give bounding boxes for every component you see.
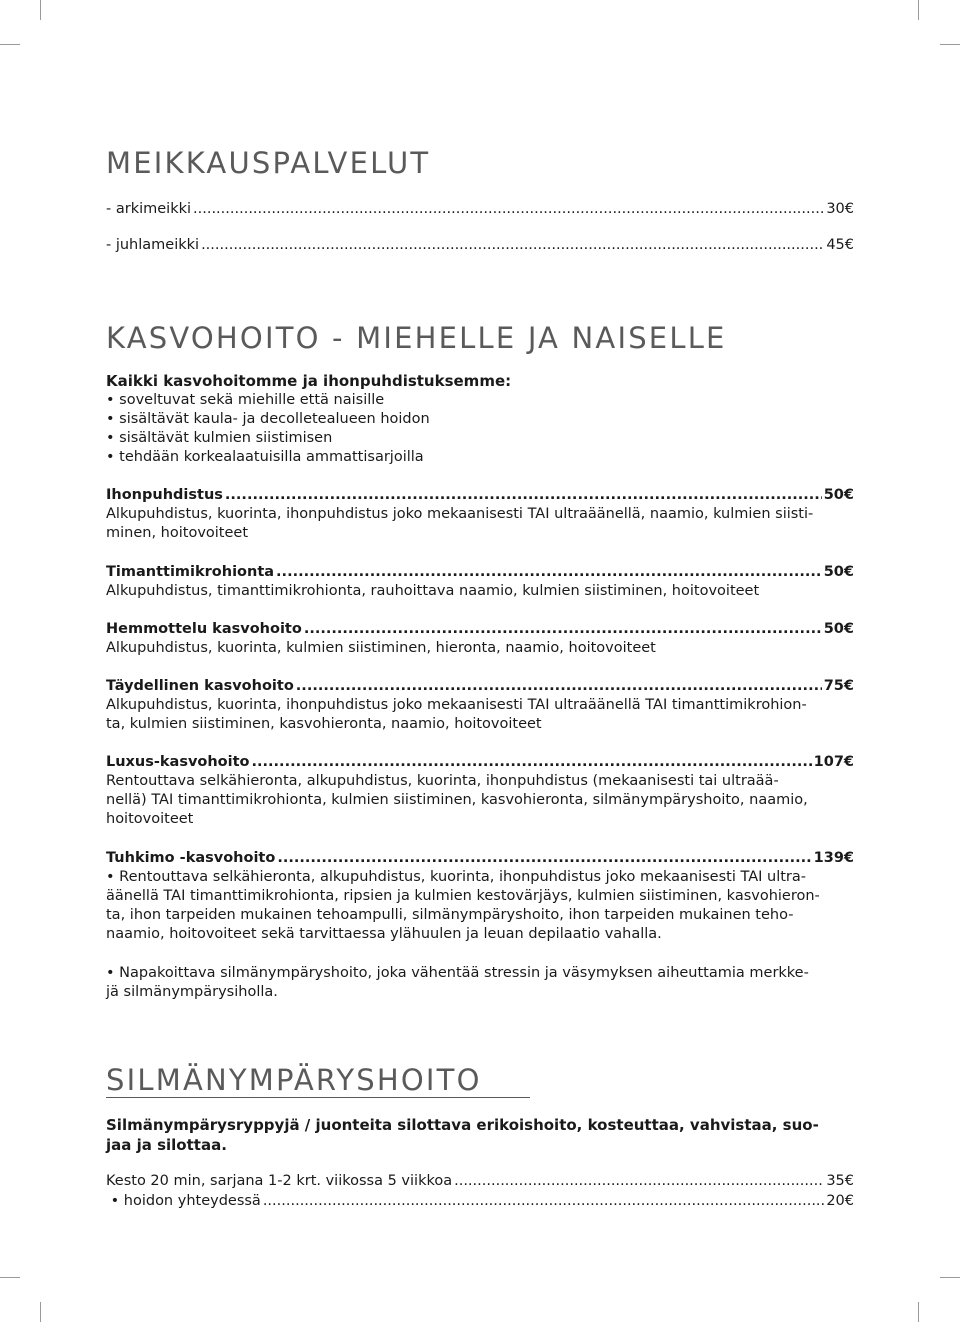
treatment-price: 139€ — [813, 850, 854, 866]
treatment-skin-cleansing — [106, 486, 854, 505]
description-line: Alkupuhdistus, kuorinta, kulmien siistiminen, hieronta, naamio, hoitovoiteet — [106, 640, 656, 656]
treatment-name: Ihonpuhdistus — [106, 487, 223, 503]
treatment-description — [106, 868, 854, 944]
crop-mark-bottom-right-v — [918, 1302, 919, 1322]
treatment-price: 50€ — [823, 487, 854, 503]
crop-mark-bottom-right-h — [940, 1277, 960, 1278]
description-line: • Napakoittava silmänympäryshoito, joka vähentää stressin ja väsymyksen aiheuttamia merkke- — [106, 965, 809, 981]
list-item: • soveltuvat sekä miehille että naisille — [106, 392, 385, 408]
facial-intro: Kaikki kasvohoitomme ja ihonpuhdistuksemme: — [106, 372, 512, 390]
item-label: Kesto 20 min, sarjana 1-2 krt. viikossa 5 viikkoa — [106, 1173, 453, 1189]
treatment-luxury-facial — [106, 753, 854, 772]
eye-treatment-series — [106, 1172, 854, 1191]
treatment-pampering-facial — [106, 620, 854, 639]
item-price: 45€ — [826, 237, 854, 253]
description-line: ta, ihon tarpeiden mukainen tehoampulli, silmänympäryshoito, ihon tarpeiden mukainen teho- — [106, 907, 794, 923]
list-item: • sisältävät kaula- ja decolletealueen hoidon — [106, 411, 430, 427]
crop-mark-bottom-left-h — [0, 1277, 20, 1278]
treatment-price: 50€ — [823, 621, 854, 637]
list-item: • tehdään korkealaatuisilla ammattisarjoilla — [106, 449, 424, 465]
description-line: äänellä TAI timanttimikrohionta, ripsien ja kulmien kestovärjäys, kulmien siistiminen, kasvohieron- — [106, 888, 820, 904]
treatment-description — [106, 582, 854, 601]
crop-mark-top-left-v — [40, 0, 41, 20]
treatment-price: 50€ — [823, 564, 854, 580]
item-label: - arkimeikki — [106, 201, 192, 217]
treatment-description — [106, 772, 854, 829]
description-line: jaa ja silottaa. — [106, 1136, 227, 1154]
leader-dots — [304, 620, 822, 639]
makeup-heading: MEIKKAUSPALVELUT — [106, 146, 431, 180]
treatment-name: Hemmottelu kasvohoito — [106, 621, 302, 637]
treatment-diamond-microdermabrasion — [106, 563, 854, 582]
leader-dots — [277, 849, 811, 868]
description-line: ta, kulmien siistiminen, kasvohieronta, naamio, hoitovoiteet — [106, 716, 542, 732]
treatment-name: Luxus-kasvohoito — [106, 754, 250, 770]
treatment-price: 107€ — [813, 754, 854, 770]
item-label: - juhlameikki — [106, 237, 200, 253]
description-line: naamio, hoitovoiteet sekä tarvittaessa ylähuulen ja leuan depilaatio vahalla. — [106, 926, 662, 942]
eye-treatment-description — [106, 1115, 854, 1155]
treatment-description — [106, 696, 854, 734]
description-line: Rentouttava selkähieronta, alkupuhdistus, kuorinta, ihonpuhdistus (mekaanisesti tai ultraää- — [106, 773, 779, 789]
treatment-cinderella-facial — [106, 849, 854, 868]
leader-dots — [201, 236, 824, 255]
eye-firming-note — [106, 964, 854, 1002]
treatment-name: Timanttimikrohionta — [106, 564, 275, 580]
treatment-complete-facial — [106, 677, 854, 696]
description-line: jä silmänympärysiholla. — [106, 984, 278, 1000]
description-line: Silmänympärysryppyjä / juonteita silottava erikoishoito, kosteuttaa, vahvistaa, suo- — [106, 1116, 819, 1134]
makeup-item-party — [106, 236, 854, 255]
description-line: Alkupuhdistus, kuorinta, ihonpuhdistus joko mekaanisesti TAI ultraäänellä TAI timanttimikrohion- — [106, 697, 807, 713]
treatment-description — [106, 639, 854, 658]
treatment-name: Tuhkimo -kasvohoito — [106, 850, 276, 866]
leader-dots — [454, 1172, 824, 1191]
treatment-name: Täydellinen kasvohoito — [106, 678, 294, 694]
crop-mark-bottom-left-v — [40, 1302, 41, 1322]
crop-mark-top-left-h — [0, 44, 20, 45]
list-item: • sisältävät kulmien siistimisen — [106, 430, 333, 446]
item-label: • hoidon yhteydessä — [106, 1193, 261, 1209]
leader-dots — [193, 200, 824, 219]
description-line: Alkupuhdistus, kuorinta, ihonpuhdistus joko mekaanisesti TAI ultraäänellä, naamio, kulmien siisti- — [106, 506, 814, 522]
item-price: 30€ — [826, 201, 854, 217]
treatment-description — [106, 505, 854, 543]
eye-treatment-addon — [106, 1192, 854, 1211]
crop-mark-top-right-v — [918, 0, 919, 20]
description-line: Alkupuhdistus, timanttimikrohionta, rauhoittava naamio, kulmien siistiminen, hoitovoiteet — [106, 583, 760, 599]
facial-feature-list — [106, 391, 430, 467]
leader-dots — [263, 1192, 824, 1211]
item-price: 35€ — [826, 1173, 854, 1189]
crop-mark-top-right-h — [940, 44, 960, 45]
leader-dots — [296, 677, 822, 696]
leader-dots — [276, 563, 822, 582]
description-line: • Rentouttava selkähieronta, alkupuhdistus, kuorinta, ihonpuhdistus joko mekaanisesti TAI ultra- — [106, 869, 806, 885]
description-line: minen, hoitovoiteet — [106, 525, 249, 541]
facial-heading: KASVOHOITO - MIEHELLE JA NAISELLE — [106, 321, 727, 355]
treatment-price: 75€ — [823, 678, 854, 694]
makeup-item-everyday — [106, 200, 854, 219]
leader-dots — [225, 486, 822, 505]
leader-dots — [252, 753, 812, 772]
description-line: nellä) TAI timanttimikrohionta, kulmien siistiminen, kasvohieronta, silmänympäryshoito, naamio, — [106, 792, 808, 808]
eye-treatment-heading: SILMÄNYMPÄRYSHOITO — [106, 1063, 530, 1098]
description-line: hoitovoiteet — [106, 811, 194, 827]
item-price: 20€ — [826, 1193, 854, 1209]
